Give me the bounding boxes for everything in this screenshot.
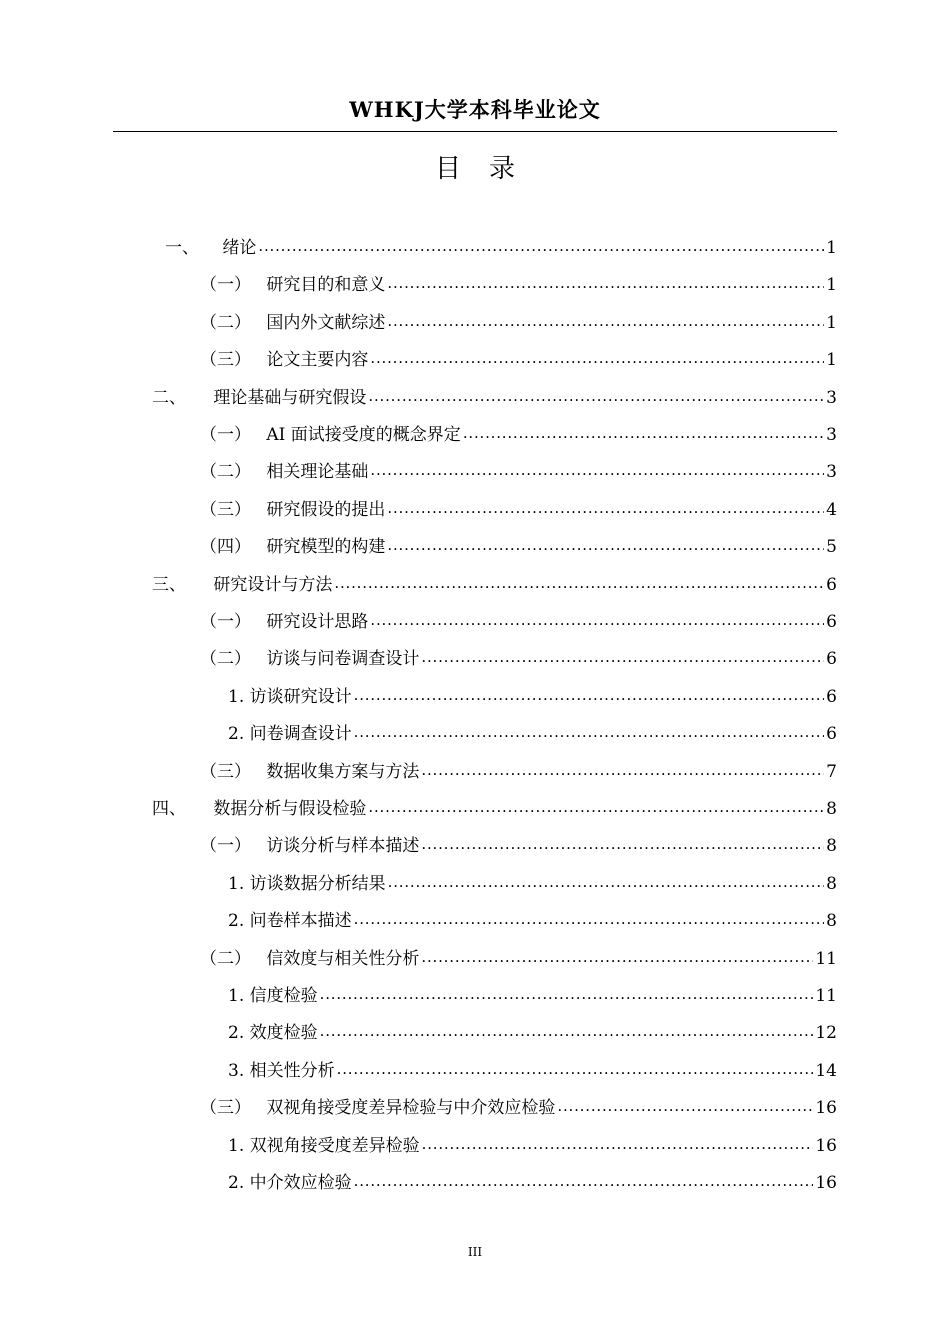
toc-entry[interactable] bbox=[200, 1090, 837, 1127]
toc-entry-number: （四） bbox=[200, 537, 257, 558]
toc-entry-page: 16 bbox=[815, 1098, 837, 1119]
toc-entry-page: 8 bbox=[826, 873, 837, 894]
toc-entry-number: （三） bbox=[200, 499, 257, 520]
toc-entry[interactable] bbox=[200, 305, 837, 342]
toc-entry[interactable] bbox=[228, 1053, 837, 1090]
toc-entry-page: 7 bbox=[826, 761, 837, 782]
toc-entry-title: 论文主要内容 bbox=[266, 350, 369, 371]
toc-entry-page: 1 bbox=[826, 350, 837, 371]
toc-entry-number: （二） bbox=[200, 948, 257, 969]
toc-entry[interactable] bbox=[200, 828, 837, 865]
toc-entry-page: 4 bbox=[826, 499, 837, 520]
toc-dot-leader bbox=[557, 1090, 813, 1127]
toc-entry-number: （二） bbox=[200, 312, 257, 333]
toc-dot-leader bbox=[387, 492, 824, 529]
toc-entry-title: 数据分析与假设检验 bbox=[213, 799, 367, 819]
toc-entry-title: AI 面试接受度的概念界定 bbox=[266, 425, 461, 445]
toc-dot-leader bbox=[320, 978, 814, 1015]
toc-dot-leader bbox=[258, 230, 824, 267]
toc-entry[interactable] bbox=[228, 1128, 837, 1165]
toc-dot-leader bbox=[421, 641, 824, 678]
toc-entry-title: 绪论 bbox=[222, 238, 257, 258]
toc-entry-number: （二） bbox=[200, 649, 257, 670]
toc-entry[interactable] bbox=[228, 716, 837, 753]
toc-entry-number: 2. bbox=[228, 724, 250, 745]
toc-entry-title: 研究目的和意义 bbox=[266, 275, 386, 296]
toc-entry[interactable] bbox=[152, 380, 837, 417]
toc-entry-title: 国内外文献综述 bbox=[266, 312, 386, 333]
toc-entry[interactable] bbox=[200, 342, 837, 379]
toc-entry[interactable] bbox=[228, 978, 837, 1015]
toc-entry-title: 访谈数据分析结果 bbox=[249, 873, 386, 894]
toc-dot-leader bbox=[354, 903, 825, 940]
toc-entry-page: 1 bbox=[826, 312, 837, 333]
toc-entry-page: 8 bbox=[826, 799, 837, 819]
toc-entry-page: 6 bbox=[826, 724, 837, 745]
toc-entry-number: 1. bbox=[228, 1135, 250, 1156]
toc-entry-page: 11 bbox=[815, 948, 837, 969]
toc-entry[interactable] bbox=[200, 754, 837, 791]
toc-entry-number: 二、 bbox=[152, 387, 192, 408]
toc-entry[interactable] bbox=[200, 529, 837, 566]
toc-entry-page: 3 bbox=[826, 462, 837, 483]
toc-entry[interactable] bbox=[152, 567, 837, 604]
toc-entry-page: 6 bbox=[826, 686, 837, 707]
toc-entry-number: （三） bbox=[200, 1098, 257, 1119]
toc-entry-number: （一） bbox=[200, 836, 257, 857]
toc-dot-leader bbox=[421, 754, 824, 791]
toc-entry[interactable] bbox=[200, 941, 837, 978]
toc-entry-page: 6 bbox=[826, 574, 837, 595]
toc-dot-leader bbox=[337, 1053, 814, 1090]
toc-entry[interactable] bbox=[228, 1165, 837, 1202]
toc-entry-title: 问卷样本描述 bbox=[249, 911, 352, 932]
toc-entry-title: 相关理论基础 bbox=[266, 462, 369, 483]
toc-entry-title: 研究设计思路 bbox=[266, 612, 369, 632]
toc-entry-title: 中介效应检验 bbox=[249, 1173, 352, 1193]
toc-entry-page: 16 bbox=[815, 1135, 837, 1156]
toc-entry-title: 效度检验 bbox=[249, 1023, 318, 1044]
toc-dot-leader bbox=[368, 791, 824, 828]
toc-dot-leader bbox=[370, 342, 824, 379]
toc-dot-leader bbox=[421, 828, 824, 865]
toc-entry-title: 相关性分析 bbox=[249, 1060, 335, 1081]
toc-entry-page: 16 bbox=[815, 1173, 837, 1193]
toc-entry[interactable] bbox=[200, 641, 837, 678]
toc-dot-leader bbox=[354, 679, 825, 716]
toc-entry-number: （二） bbox=[200, 462, 257, 483]
toc-dot-leader bbox=[387, 305, 824, 342]
toc-entry-number: 1. bbox=[228, 986, 250, 1006]
toc-entry-page: 6 bbox=[826, 612, 837, 632]
toc-entry-number: 四、 bbox=[152, 799, 192, 819]
toc-entry-number: 1. bbox=[228, 873, 250, 894]
toc-dot-leader bbox=[370, 454, 824, 491]
toc-entry-page: 11 bbox=[815, 986, 837, 1006]
toc-entry-title: 理论基础与研究假设 bbox=[213, 387, 367, 408]
toc-dot-leader bbox=[387, 529, 824, 566]
toc-entry-number: 3. bbox=[228, 1060, 250, 1081]
toc-entry-number: 一、 bbox=[165, 238, 205, 258]
toc-entry[interactable] bbox=[200, 417, 837, 454]
toc-entry-title: 双视角接受度差异检验 bbox=[249, 1135, 420, 1156]
toc-dot-leader bbox=[320, 1015, 814, 1052]
toc-entry-title: 访谈研究设计 bbox=[249, 686, 352, 707]
toc-dot-leader bbox=[463, 417, 824, 454]
toc-entry-page: 12 bbox=[815, 1023, 837, 1044]
toc-entry-page: 8 bbox=[826, 836, 837, 857]
toc-dot-leader bbox=[422, 1128, 814, 1165]
toc-entry-number: （三） bbox=[200, 761, 257, 782]
toc-entry[interactable] bbox=[228, 866, 837, 903]
toc-dot-leader bbox=[354, 716, 825, 753]
toc-entry-page: 5 bbox=[826, 537, 837, 558]
toc-entry-number: （一） bbox=[200, 275, 257, 296]
toc-dot-leader bbox=[421, 941, 813, 978]
toc-entry-number: （一） bbox=[200, 612, 257, 632]
page-number: III bbox=[467, 1245, 483, 1259]
toc-entry-title: 问卷调查设计 bbox=[249, 724, 352, 745]
toc-entry-page: 3 bbox=[826, 387, 837, 408]
toc-entry-page: 6 bbox=[826, 649, 837, 670]
toc-entry-page: 1 bbox=[826, 238, 837, 258]
header-rule bbox=[113, 131, 837, 132]
toc-entry-number: （一） bbox=[200, 425, 257, 445]
toc-entry[interactable] bbox=[200, 267, 837, 304]
toc-entry-number: 三、 bbox=[152, 574, 192, 595]
toc-entry-page: 8 bbox=[826, 911, 837, 932]
toc-entry-title: 信度检验 bbox=[249, 986, 318, 1006]
toc-entry-title: 访谈与问卷调查设计 bbox=[266, 649, 420, 670]
toc-entry-title: 研究模型的构建 bbox=[266, 537, 386, 558]
toc-entry[interactable] bbox=[228, 1015, 837, 1052]
toc-entry-number: 2. bbox=[228, 1173, 250, 1193]
toc-entry-number: 2. bbox=[228, 1023, 250, 1044]
toc-entry[interactable] bbox=[165, 230, 837, 267]
toc-entry[interactable] bbox=[200, 492, 837, 529]
toc-entry[interactable] bbox=[152, 791, 837, 828]
toc-entry[interactable] bbox=[228, 679, 837, 716]
toc-entry[interactable] bbox=[200, 454, 837, 491]
toc-entry[interactable] bbox=[200, 604, 837, 641]
toc-entry-number: （三） bbox=[200, 350, 257, 371]
toc-entry-title: 信效度与相关性分析 bbox=[266, 948, 420, 969]
toc-entry-number: 1. bbox=[228, 686, 250, 707]
toc-dot-leader bbox=[354, 1165, 814, 1202]
toc-entry-title: 数据收集方案与方法 bbox=[266, 761, 420, 782]
toc-entry-page: 14 bbox=[815, 1060, 837, 1081]
header-title: WHKJ大学本科毕业论文 bbox=[349, 97, 601, 122]
toc-dot-leader bbox=[368, 380, 824, 417]
toc-dot-leader bbox=[370, 604, 824, 641]
toc-entry-page: 3 bbox=[826, 425, 837, 445]
toc-entry-title: 研究设计与方法 bbox=[213, 574, 333, 595]
toc-entry-number: 2. bbox=[228, 911, 250, 932]
toc-dot-leader bbox=[334, 567, 824, 604]
toc-entry-title: 访谈分析与样本描述 bbox=[266, 836, 420, 857]
toc-dot-leader bbox=[388, 866, 825, 903]
toc-entry-page: 1 bbox=[826, 275, 837, 296]
toc-entry-title: 双视角接受度差异检验与中介效应检验 bbox=[266, 1098, 556, 1119]
toc-entry-title: 研究假设的提出 bbox=[266, 499, 386, 520]
toc-entry[interactable] bbox=[228, 903, 837, 940]
toc-heading: 目录 bbox=[434, 154, 543, 184]
toc-dot-leader bbox=[387, 267, 824, 304]
